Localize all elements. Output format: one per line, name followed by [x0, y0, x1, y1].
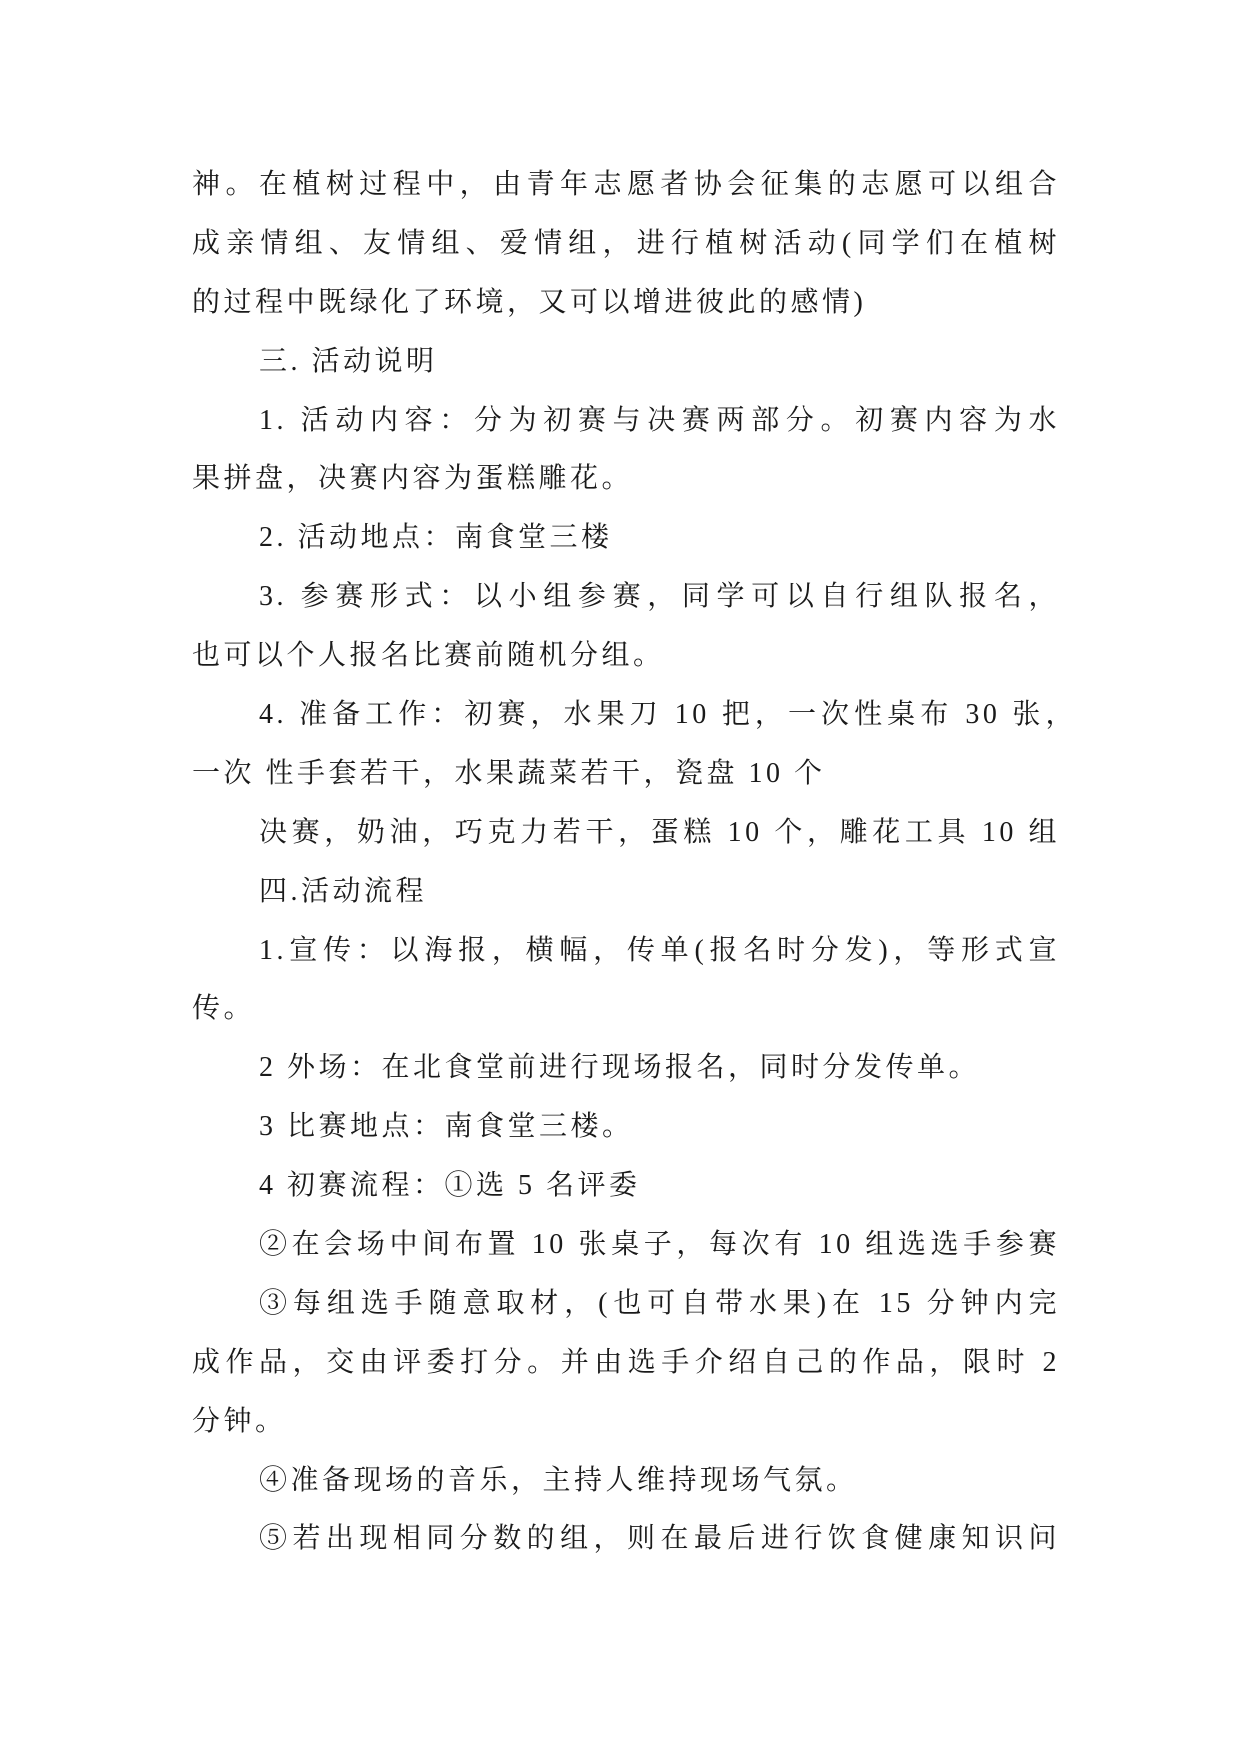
paragraph-line: 果拼盘，决赛内容为蛋糕雕花。: [192, 463, 634, 495]
paragraph-line: 分钟。: [192, 1405, 287, 1437]
paragraph-line: 决赛，奶油，巧克力若干，蛋糕 10 个，雕花工具 10 组: [259, 816, 1060, 848]
paragraph-line: 也可以个人报名比赛前随机分组。: [192, 640, 665, 672]
list-item-venue: 3 比赛地点：南食堂三楼。: [259, 1111, 634, 1143]
paragraph-line: 的过程中既绿化了环境，又可以增进彼此的感情): [192, 286, 867, 318]
sub-item-line: ④准备现场的音乐，主持人维持现场气氛。: [259, 1464, 858, 1496]
list-item-preparation: 4. 准备工作：初赛，水果刀 10 把，一次性桌布 30 张，: [259, 699, 1077, 731]
paragraph-line: 一次 性手套若干，水果蔬菜若干，瓷盘 10 个: [192, 757, 826, 789]
list-item-activity-location: 2. 活动地点：南食堂三楼: [259, 522, 613, 554]
list-item-entry-format: 3. 参赛形式：以小组参赛，同学可以自行组队报名，: [259, 581, 1060, 613]
section-heading-activity-description: 三. 活动说明: [259, 345, 438, 377]
paragraph-line: 成作品，交由评委打分。并由选手介绍自己的作品，限时 2: [192, 1346, 1060, 1378]
list-item-activity-content: 1. 活动内容：分为初赛与决赛两部分。初赛内容为水: [259, 404, 1060, 436]
paragraph-line: 传。: [192, 993, 256, 1025]
sub-item-line: ⑤若出现相同分数的组，则在最后进行饮食健康知识问: [259, 1523, 1060, 1555]
paragraph-line: 成亲情组、友情组、爱情组，进行植树活动(同学们在植树: [192, 227, 1060, 259]
paragraph-line: 神。在植树过程中，由青年志愿者协会征集的志愿可以组合: [192, 169, 1060, 200]
list-item-publicity: 1.宣传：以海报，横幅，传单(报名时分发)，等形式宣: [259, 934, 1060, 966]
sub-item-line: ②在会场中间布置 10 张桌子，每次有 10 组选选手参赛: [259, 1229, 1060, 1261]
list-item-outdoor: 2 外场：在北食堂前进行现场报名，同时分发传单。: [259, 1052, 981, 1084]
list-item-preliminary-process: 4 初赛流程：①选 5 名评委: [259, 1170, 641, 1202]
section-heading-activity-process: 四.活动流程: [259, 875, 428, 907]
sub-item-line: ③每组选手随意取材，(也可自带水果)在 15 分钟内完: [259, 1287, 1060, 1319]
